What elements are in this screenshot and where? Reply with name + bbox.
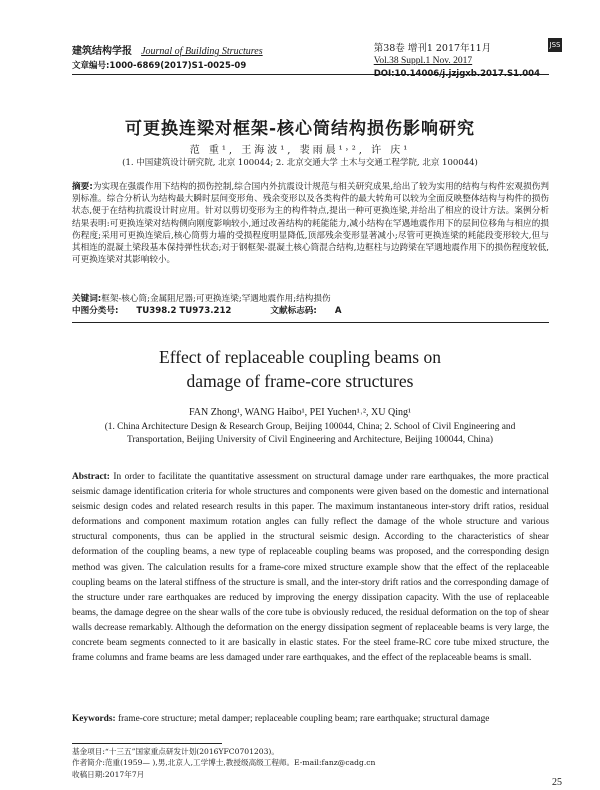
journal-name-cn: 建筑结构学报	[72, 46, 132, 57]
footnotes	[72, 746, 375, 780]
abstract-cn	[72, 181, 549, 266]
keywords-cn-label: 关键词:	[72, 294, 102, 304]
journal-logo-icon: JSS	[548, 38, 562, 52]
volume-cn: 第38卷 增刊1 2017年11月	[373, 43, 492, 54]
section-rule	[72, 322, 549, 323]
keywords-cn-text: 框架-核心筒;金属阻尼器;可更换连梁;罕遇地震作用;结构损伤	[101, 294, 331, 304]
header-rule	[72, 74, 549, 75]
page-number: 25	[552, 777, 562, 788]
title-en-text: Effect of replaceable coupling beams on damage of frame-core structures	[159, 347, 441, 391]
affiliations-en: (1. China Architecture Design & Research Group, Beijing 100044, China; 2. School of Civil Engineering and Transportation, Beijing University of Civil Engineering and Architecture, Beijing 100044, China)	[104, 422, 516, 445]
keywords-en-text: frame-core structure; metal damper; replaceable coupling beam; rare earthquake; structural damage	[117, 714, 490, 724]
clc-value: TU398.2 TU973.212	[136, 306, 232, 316]
footnote-received: 收稿日期:2017年7月	[72, 769, 145, 779]
journal-header-right	[374, 42, 540, 81]
title-en	[0, 345, 600, 393]
journal-name-en: Journal of Building Structures	[141, 46, 263, 57]
abstract-en-label: Abstract:	[72, 472, 110, 482]
footnote-fund: 基金项目:“十三五”国家重点研发计划(2016YFC0701203)。	[72, 747, 279, 756]
doi: DOI:10.14006/j.jzjgxb.2017.S1.004	[373, 69, 540, 79]
affiliations-cn: (1. 中国建筑设计研究院, 北京 100044; 2. 北京交通大学 土木与交通工程学院, 北京 100044)	[122, 158, 478, 168]
title-cn: 可更换连梁对框架-核心筒结构损伤影响研究	[124, 119, 476, 139]
doc-code-label: 文献标志码:	[270, 306, 317, 316]
doc-code-value: A	[334, 306, 342, 316]
journal-header-left	[72, 45, 263, 73]
footnote-author-bio: 作者简介:范重(1959— ),男,北京人,工学博士,教授级高级工程师。E-mail:fanz@cadg.cn	[72, 758, 376, 768]
abstract-cn-text: 为实现在强震作用下结构的损伤控制,综合国内外抗震设计规范与相关研究成果,给出了较为实用的结构与构件宏观损伤判别标准。综合分析认为结构最大瞬时层间变形角、残余变形以及各类构件的最大转角可以较为全面反映整体结构与构件的损伤状态,便于在结构抗震设计时应用。针对以剪切变形为主的构件特点,提出一种可更换连梁,并给出了相应的设计方法。案例分析结果表明:可更换连梁对结构侧向刚度影响较小,通过改善结构的耗能能力,减小结构在罕遇地震作用下的层间位移角与相应的损伤程度;采用可更换连梁后,核心筒剪力墙的受损程度明显降低,顶部残余变形显著减小;尽管可更换连梁的耗能段变形较大,但与其相连的混凝土梁段基本保持弹性状态;对于钢框架-混凝土核心筒混合结构,边框柱与边跨梁在罕遇地震作用下的损伤程度较低,可更换连梁对其影响较小。	[72, 182, 550, 266]
abstract-en-text: In order to facilitate the quantitative assessment on structural damage under rare earthquakes, the more practical seismic damage identification criteria for whole structures and components were given based on the domestic and international seismic design codes and related research results in this paper. The maximum instantaneous inter-story drift ratios, residual deformations and component maximum rotation angles can fully reflect the damage of the whole structure and various structural components, thus can be applied in the structural seismic design. According to the characteristics of shear deformation of the coupling beams, a new type of replaceable coupling beams was proposed, and the corresponding design method was given. The calculation results for a frame-core mixed structure example show that the effect of the replaceable coupling beams on the lateral stiffness of the structure is small, and the inter-story drift ratios and the corresponding damage of the structure under rare earthquakes are reduced by improving the energy dissipation capacity. With the use of replaceable beams, the damage degree on the shear walls of the core tube is obviously reduced, the residual deformation on the top of shear walls decrease remarkably. Although the deformation on the energy dissipation segment of replaceable beams is very large, the concrete beam segments connected to it are basically in elastic states. For the steel frame-RC core tube mixed structure, the frame columns and frame beams are less damaged under rare earthquakes, and the effect of the replaceable beams is small.	[72, 472, 549, 664]
abstract-cn-label: 摘要:	[72, 182, 93, 192]
keywords-cn	[72, 293, 549, 305]
abstract-en	[72, 470, 549, 666]
footnote-rule	[72, 743, 222, 744]
document-number: 文章编号:1000-6869(2017)S1-0025-09	[72, 61, 247, 71]
keywords-en-label: Keywords:	[72, 714, 116, 724]
clc-label: 中图分类号:	[72, 306, 119, 316]
authors-cn: 范 重¹, 王海波¹, 裴雨晨¹˒², 许 庆¹	[189, 145, 411, 156]
volume-en: Vol.38 Suppl.1 Nov. 2017	[373, 56, 473, 66]
classification-cn	[72, 305, 549, 317]
keywords-en	[72, 713, 549, 726]
authors-en: FAN Zhong¹, WANG Haibo¹, PEI Yuchen¹˒², XU Qing¹	[188, 407, 411, 418]
